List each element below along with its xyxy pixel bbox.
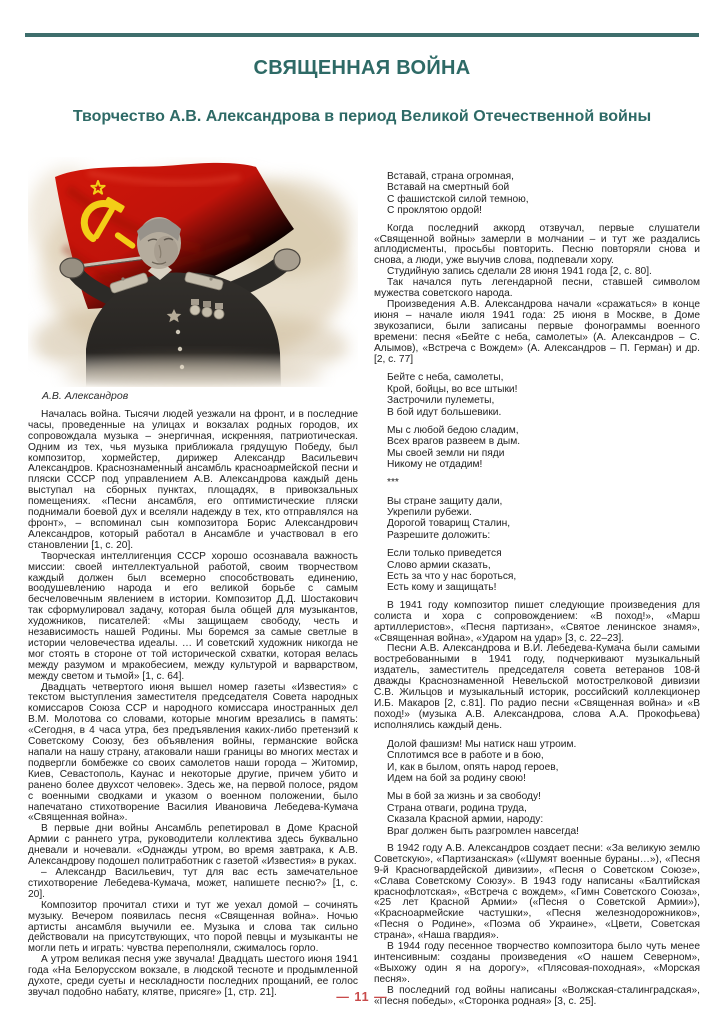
paragraph: Двадцать четвертого июня вышел номер газеты «Известия» с текстом выступления заместителя председателя Совета народных комиссаров Союза ССР и народного комиссара иностранных дел В.М. Молотова со словами, которые многим врезались в память: «Сегодня, в 4 часа утра, без предъявления каких-либо претензий к Советскому Союзу, без объявления войны, германские войска напали на нашу страну, атаковали наши границы во многих местах и подвергли бомбежке со своих самолетов наши города – Житомир, Киев, Севастополь, Каунас и некоторые другие, причем убито и ранено более двухсот человек». Здесь же, на первой полосе, рядом с военными сводками и указом о военном положении, было напечатано стихотворение Василия Ивановича Лебедева-Кумача «Священная война». <box>28 681 358 824</box>
page-title: СВЯЩЕННАЯ ВОЙНА <box>253 57 471 79</box>
verse-line: Всех врагов развеем в дым. <box>387 436 521 448</box>
left-column <box>28 157 358 999</box>
verse-line: Сплотимся все в работе и в бою, <box>387 750 544 762</box>
top-divider-rule <box>25 33 699 37</box>
page-number: — 11 — <box>336 990 388 1004</box>
verse-line: Укрепили рубежи. <box>387 506 472 518</box>
head <box>137 217 181 269</box>
verse-block <box>387 372 700 418</box>
verse-line: Идем на бой за родину свою! <box>387 772 526 784</box>
verse-line: Есть за что у нас бороться, <box>387 571 517 582</box>
verse-line: Страна отваги, родина труда, <box>387 802 527 814</box>
verse-line: Бейте с неба, самолеты, <box>387 372 504 384</box>
paragraph: Произведения А.В. Александрова начали «сражаться» в конце июня – начале июля 1941 года: 25 июня в Москве, в Доме звукозаписи, были записаны первые фонограммы военного времени: песня «Бейте с неба, самолеты» (А. Александров – С. Алымов), «Встреча с Вождем» (А. Александров – П. Герман) и др. [2, с. 77] <box>374 298 700 365</box>
paragraph: – Александр Васильевич, тут для вас есть замечательное стихотворение Лебедева-Кумача, может, напишете песню?» [1, с. 20]. <box>28 866 358 900</box>
verse-line: Дорогой товарищ Сталин, <box>387 518 511 530</box>
paragraph: В 1942 году А.В. Александров создает песни: «За великую землю Советскую», «Партизанская» («Шумят военные бураны…»), «Песня 9-й Красногвардейской дивизии», «Песня о Советском Союзе», «Слава Советскому Союзу». В 1943 году написаны «Балтийская краснофлотская», «Встреча с вождем», «Гимн Советского Союза», «25 лет Красной Армии» («Песня о Советской Армии»), «Красноармейские частушки», «Песня железнодорожников», «Песня о Родине», «Поэма об Украине», «Цвети, Советская страна», «Наша гвардия». <box>374 842 700 942</box>
paragraph: А утром великая песня уже звучала! Двадцать шестого июня 1941 года «На Белорусском вокзале, в людской тесноте и продымленной духоте, среди суеты и нескладности последних прощаний, ее голос звучал подобно набату, клятве, присяге» [1, стр. 21]. <box>28 954 358 998</box>
verse-line: Крой, бойцы, во все штыки! <box>387 383 518 395</box>
verse-line: Разрешите доложить: <box>387 529 491 541</box>
verse-line: Вставай на смертный бой <box>387 182 510 194</box>
verse-line: Долой фашизм! Мы натиск наш утроим. <box>387 738 577 750</box>
paragraph: В последний год войны написаны «Волжская-сталинградская», «Песня победы», «Сторонка родная» [3, с. 25]. <box>374 984 700 1007</box>
paragraph: Когда последний аккорд отзвучал, первые слушатели «Священной войны» замерли в молчании – и тут же раздались аплодисменты, просьбы повторить. Песню повторяли снова и снова, а люди, уже выучив слова, подпевали хору. <box>374 222 700 267</box>
verse-line: Есть кому и защищать! <box>387 582 497 594</box>
verse-line: Мы своей земли ни пяди <box>387 447 505 459</box>
figure-caption: А.В. Александров <box>42 390 129 402</box>
verse-block <box>387 791 700 837</box>
verse-line: Если только приведется <box>387 548 502 560</box>
verse-block <box>387 548 700 594</box>
verse-line: И, как в былом, опять народ героев, <box>387 761 559 773</box>
page-subtitle: Творчество А.В. Александрова в период Великой Отечественной войны <box>72 108 652 125</box>
verse-line: В бой идут большевики. <box>387 406 502 418</box>
verse-block <box>387 171 700 217</box>
right-column <box>374 164 700 1008</box>
verse-line: Мы в бой за жизнь и за свободу! <box>387 791 541 803</box>
verse-separator: *** <box>387 476 399 488</box>
illustration-svg <box>28 157 358 387</box>
paragraph: В 1941 году композитор пишет следующие произведения для солиста и хора с сопровождением: «В поход!», «Марш артиллеристов», «Песня партизан», «Святое ленинское знамя», «Священная война», «Ударом на удар» [3, с. 22–23]. <box>374 599 700 644</box>
paragraph: Композитор прочитал стихи и тут же уехал домой – сочинять музыку. Вечером появилась песня «Священная война». Ночью артисты ансамбля выучили ее. Музыка и слова так сильно действовали на присутствующих, что порой певцы и музыканты не могли петь и играть: чувства переполняли, сжималось горло. <box>28 899 358 955</box>
verse-line: Мы с любой бедою сладим, <box>387 425 519 437</box>
verse-line: Застрочили пулеметы, <box>387 395 495 407</box>
verse-line: Никому не отдадим! <box>387 459 483 471</box>
verse-block <box>387 739 700 785</box>
verse-block <box>387 496 700 542</box>
verse-line: Враг должен быть разгромлен навсегда! <box>387 825 579 837</box>
verse-line: Вы стране защиту дали, <box>387 495 503 507</box>
verse-line: С фашистской силой темною, <box>387 193 529 205</box>
left-fist <box>60 258 84 278</box>
paragraph: Так начался путь легендарной песни, ставшей символом мужества советского народа. <box>374 277 700 300</box>
right-fist <box>274 249 300 271</box>
verse-line: Сказала Красной армии, народу: <box>387 814 544 826</box>
verse-line: Вставай, страна огромная, <box>387 171 514 182</box>
verse-line: Слово армии сказать, <box>387 559 491 571</box>
paragraph: Началась война. Тысячи людей уезжали на фронт, и в последние часы, проведенные на улицах и вокзалах родных городов, их сопровождала музыка – энергичная, искренняя, патриотическая. Одним из тех, чья музыка приближала грядущую Победу, был композитор, хормейстер, дирижер Александр Васильевич Александров. Краснознаменный ансамбль красноармейской песни и пляски СССР под управлением А.В. Александрова каждый день выступал на сборных пунктах, площадях, в привокзальных помещениях. «Песни ансамбля, его оптимистические пляски поднимали боевой дух и вселяли надежду в тех, кто отправлялся на фронт», – вспоминал сын композитора Борис Александрович Александров, который работал в Ансамбле и участвовал в его становлении [1, с. 20]. <box>28 408 358 551</box>
paragraph: В 1944 году песенное творчество композитора было чуть менее интенсивным: созданы произведения «О нашем Северном», «Выхожу один я на дорогу», «Плясовая-походная», «Морская песня». <box>374 941 700 985</box>
left-column-text <box>28 410 358 999</box>
verse-block <box>387 425 700 471</box>
paragraph: Песни А.В. Александрова и В.И. Лебедева-Кумача были самыми востребованными в 1941 году, подчеркивают музыкальный издатель, заместитель председателя совета ветеранов 108-й дважды Краснознаменной Невельской мотострелковой дивизии С.В. Жильцов и музыкальный историк, российский коллекционер И.Б. Макаров [2, с.81]. По радио песни «Священная война» и «В поход!» (музыка А.В. Александрова, слова А.А. Прокофьева) исполнялись каждый день. <box>374 643 700 731</box>
right-column-text <box>374 171 700 1008</box>
verse-line: С проклятою ордой! <box>387 205 482 217</box>
paragraph: Студийную запись сделали 28 июня 1941 года [2, с. 80]. <box>387 266 652 278</box>
paragraph: В первые дни войны Ансамбль репетировал в Доме Красной Армии с раннего утра, руководители коллектива здесь буквально дневали и ночевали. «Однажды утром, во время завтрака, к А.В. Александрову подошел политработник с газетой «Известия» в руках. <box>28 823 358 868</box>
alexandrov-illustration <box>28 157 358 387</box>
paragraph: Творческая интеллигенция СССР хорошо осознавала важность миссии: своей интеллектуальной работой, своим творчеством каждый должен был всемерно способствовать единению, воодушевлению народа и его великой борьбе с самым бесчеловечным явлением в истории. Композитор Д.Д. Шостакович так сформулировал задачу, которая была общей для музыкантов, художников, писателей: «Мы защищаем свободу, честь и независимость нашей Родины. Мы боремся за самые светлые в истории человечества идеалы. … И советский художник никогда не мог стоять в стороне от той исторической схватки, которая велась между разумом и мракобесием, между культурой и варварством, между светом и тьмой» [1, с. 64]. <box>28 550 358 682</box>
